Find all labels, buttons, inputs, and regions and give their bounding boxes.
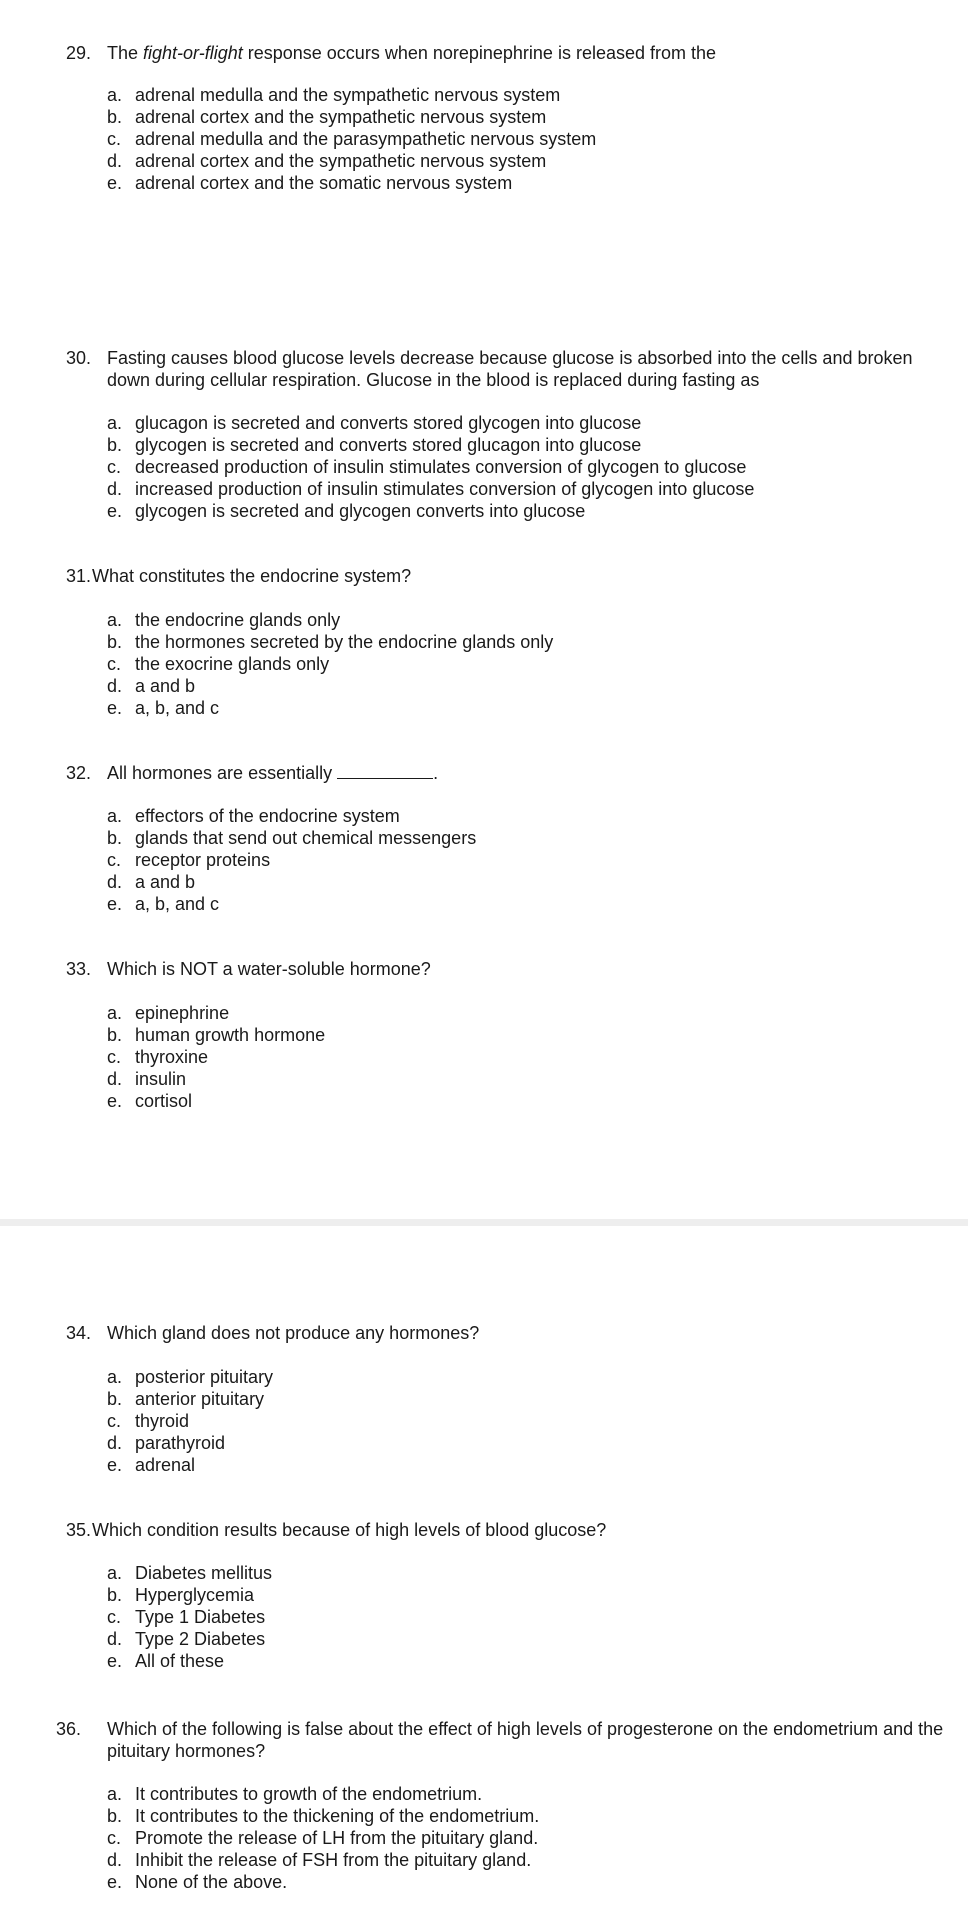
option-text: thyroid xyxy=(135,1411,190,1431)
option-text: glycogen is secreted and glycogen converts into glucose xyxy=(135,501,586,521)
option-letter: c. xyxy=(107,1047,122,1067)
option-letter: d. xyxy=(107,1433,123,1453)
answer-options xyxy=(0,609,968,719)
option-text: a and b xyxy=(135,872,196,892)
option-letter: d. xyxy=(107,872,123,892)
answer-option[interactable] xyxy=(0,172,968,194)
answer-option[interactable] xyxy=(0,1024,968,1046)
answer-option[interactable] xyxy=(0,1650,968,1672)
answer-option[interactable] xyxy=(0,106,968,128)
page-separator xyxy=(0,1219,968,1226)
answer-option[interactable] xyxy=(0,478,968,500)
option-letter: a. xyxy=(107,1563,123,1583)
option-letter: b. xyxy=(107,1389,123,1409)
option-text: the endocrine glands only xyxy=(135,610,341,630)
question-text: Which is NOT a water-soluble hormone? xyxy=(107,959,431,979)
option-text: receptor proteins xyxy=(135,850,271,870)
option-letter: e. xyxy=(107,1651,123,1671)
option-letter: d. xyxy=(107,1850,123,1870)
option-letter: e. xyxy=(107,501,123,521)
answer-option[interactable] xyxy=(0,456,968,478)
option-letter: e. xyxy=(107,173,123,193)
option-letter: d. xyxy=(107,151,123,171)
answer-option[interactable] xyxy=(0,1090,968,1112)
answer-options xyxy=(0,1783,968,1893)
option-text: glands that send out chemical messengers xyxy=(135,828,477,848)
option-letter: b. xyxy=(107,1585,123,1605)
option-text: epinephrine xyxy=(135,1003,230,1023)
option-letter: c. xyxy=(107,654,122,674)
option-letter: d. xyxy=(107,1629,123,1649)
question-number: 32. xyxy=(66,763,92,783)
answer-option[interactable] xyxy=(0,1562,968,1584)
answer-blank xyxy=(337,764,433,779)
answer-options xyxy=(0,84,968,194)
option-text: a, b, and c xyxy=(135,698,220,718)
option-text: cortisol xyxy=(135,1091,193,1111)
question-text: What constitutes the endocrine system? xyxy=(92,566,412,586)
answer-options xyxy=(0,412,968,522)
answer-option[interactable] xyxy=(0,1805,968,1827)
answer-option[interactable] xyxy=(0,1046,968,1068)
option-text: parathyroid xyxy=(135,1433,226,1453)
option-text: glucagon is secreted and converts stored glycogen into glucose xyxy=(135,413,642,433)
option-letter: b. xyxy=(107,828,123,848)
answer-option[interactable] xyxy=(0,150,968,172)
option-letter: a. xyxy=(107,806,123,826)
question-text: The fight-or-flight response occurs when norepinephrine is released from the xyxy=(107,43,717,63)
option-letter: a. xyxy=(107,413,123,433)
option-letter: a. xyxy=(107,1784,123,1804)
option-text: decreased production of insulin stimulates conversion of glycogen to glucose xyxy=(135,457,747,477)
question-number: 36. xyxy=(56,1719,82,1739)
option-letter: a. xyxy=(107,610,123,630)
answer-option[interactable] xyxy=(0,1068,968,1090)
answer-option[interactable] xyxy=(0,1454,968,1476)
answer-option[interactable] xyxy=(0,697,968,719)
answer-option[interactable] xyxy=(0,631,968,653)
option-letter: b. xyxy=(107,107,123,127)
option-text: a and b xyxy=(135,676,196,696)
option-text: All of these xyxy=(135,1651,225,1671)
option-text: None of the above. xyxy=(135,1872,288,1892)
option-text: It contributes to the thickening of the endometrium. xyxy=(135,1806,540,1826)
answer-option[interactable] xyxy=(0,805,968,827)
question-text: All hormones are essentially . xyxy=(107,763,439,783)
option-letter: d. xyxy=(107,1069,123,1089)
answer-option[interactable] xyxy=(0,1002,968,1024)
option-letter: e. xyxy=(107,1872,123,1892)
option-letter: d. xyxy=(107,479,123,499)
answer-option[interactable] xyxy=(0,653,968,675)
option-text: glycogen is secreted and converts stored glucagon into glucose xyxy=(135,435,642,455)
option-letter: c. xyxy=(107,1828,122,1848)
option-text: insulin xyxy=(135,1069,187,1089)
emphasis-text: fight-or-flight xyxy=(143,43,243,63)
option-text: Promote the release of LH from the pituitary gland. xyxy=(135,1828,539,1848)
option-letter: b. xyxy=(107,1025,123,1045)
question-number: 33. xyxy=(66,959,92,979)
option-letter: a. xyxy=(107,1367,123,1387)
option-text: posterior pituitary xyxy=(135,1367,274,1387)
answer-option[interactable] xyxy=(0,84,968,106)
answer-option[interactable] xyxy=(0,1410,968,1432)
answer-option[interactable] xyxy=(0,128,968,150)
option-text: increased production of insulin stimulates conversion of glycogen into glucose xyxy=(135,479,755,499)
option-letter: c. xyxy=(107,1607,122,1627)
question-number: 34. xyxy=(66,1323,92,1343)
option-letter: e. xyxy=(107,1455,123,1475)
option-text: It contributes to growth of the endometrium. xyxy=(135,1784,483,1804)
option-text: the hormones secreted by the endocrine glands only xyxy=(135,632,554,652)
option-text: adrenal xyxy=(135,1455,196,1475)
option-text: adrenal medulla and the sympathetic nervous system xyxy=(135,85,561,105)
answer-options xyxy=(0,1562,968,1672)
option-text: adrenal cortex and the somatic nervous system xyxy=(135,173,513,193)
answer-option[interactable] xyxy=(0,893,968,915)
option-text: thyroxine xyxy=(135,1047,209,1067)
option-text: Type 2 Diabetes xyxy=(135,1629,266,1649)
option-letter: e. xyxy=(107,1091,123,1111)
option-letter: b. xyxy=(107,435,123,455)
option-letter: d. xyxy=(107,676,123,696)
answer-option[interactable] xyxy=(0,827,968,849)
option-text: adrenal cortex and the sympathetic nervous system xyxy=(135,107,547,127)
option-letter: b. xyxy=(107,1806,123,1826)
option-text: Inhibit the release of FSH from the pituitary gland. xyxy=(135,1850,532,1870)
option-letter: e. xyxy=(107,698,123,718)
answer-option[interactable] xyxy=(0,1783,968,1805)
option-text: effectors of the endocrine system xyxy=(135,806,400,826)
answer-option[interactable] xyxy=(0,1432,968,1454)
answer-options xyxy=(0,805,968,915)
answer-options xyxy=(0,1366,968,1476)
answer-option[interactable] xyxy=(0,1606,968,1628)
answer-options xyxy=(0,1002,968,1112)
option-text: adrenal medulla and the parasympathetic nervous system xyxy=(135,129,597,149)
option-text: Type 1 Diabetes xyxy=(135,1607,266,1627)
option-text: Diabetes mellitus xyxy=(135,1563,273,1583)
option-letter: c. xyxy=(107,850,122,870)
question-text: Which condition results because of high levels of blood glucose? xyxy=(92,1520,607,1540)
answer-option[interactable] xyxy=(0,434,968,456)
question-number: 31. xyxy=(66,566,92,586)
answer-option[interactable] xyxy=(0,675,968,697)
option-letter: a. xyxy=(107,1003,123,1023)
option-letter: b. xyxy=(107,632,123,652)
answer-option[interactable] xyxy=(0,1366,968,1388)
answer-option[interactable] xyxy=(0,412,968,434)
question-number: 35. xyxy=(66,1520,92,1540)
option-text: Hyperglycemia xyxy=(135,1585,255,1605)
option-text: a, b, and c xyxy=(135,894,220,914)
answer-option[interactable] xyxy=(0,1388,968,1410)
option-text: adrenal cortex and the sympathetic nervous system xyxy=(135,151,547,171)
question-number: 29. xyxy=(66,43,92,63)
answer-option[interactable] xyxy=(0,1628,968,1650)
option-text: anterior pituitary xyxy=(135,1389,265,1409)
option-letter: e. xyxy=(107,894,123,914)
answer-option[interactable] xyxy=(0,609,968,631)
answer-option[interactable] xyxy=(0,849,968,871)
option-letter: c. xyxy=(107,129,122,149)
question-number: 30. xyxy=(66,348,92,368)
question-text: Which of the following is false about the effect of high levels of progesterone on the endometrium and the pituitary hormones? xyxy=(107,1719,944,1761)
option-letter: c. xyxy=(107,1411,122,1431)
option-text: the exocrine glands only xyxy=(135,654,330,674)
option-letter: c. xyxy=(107,457,122,477)
question-text: Fasting causes blood glucose levels decrease because glucose is absorbed into the cells and broken down during cellular respiration. Glucose in the blood is replaced during fasting as xyxy=(107,348,913,390)
answer-option[interactable] xyxy=(0,1827,968,1849)
answer-option[interactable] xyxy=(0,871,968,893)
answer-option[interactable] xyxy=(0,1849,968,1871)
option-letter: a. xyxy=(107,85,123,105)
option-text: human growth hormone xyxy=(135,1025,326,1045)
answer-option[interactable] xyxy=(0,1871,968,1893)
question-text: Which gland does not produce any hormones? xyxy=(107,1323,480,1343)
answer-option[interactable] xyxy=(0,1584,968,1606)
answer-option[interactable] xyxy=(0,500,968,522)
